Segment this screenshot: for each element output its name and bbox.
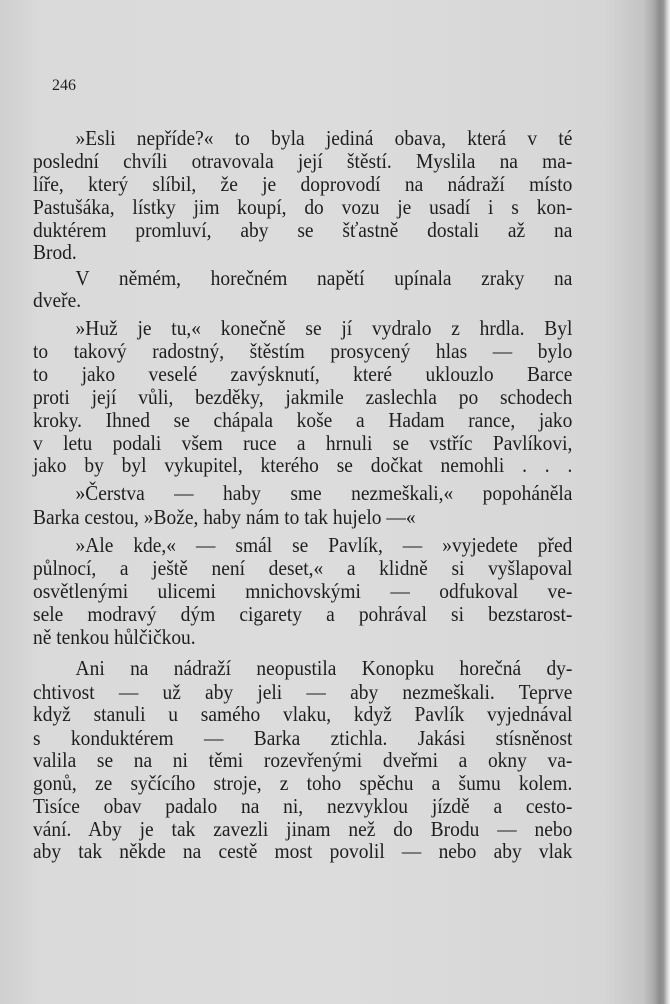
text-line: »Čerstva — haby sme nezmeškali,« popoháněla (75, 481, 573, 505)
text-line: aby tak někde na cestě most povolil — nebo aby vlak (33, 839, 573, 863)
text-line: Pastušáka, lístky jim koupí, do vozu je usadí i s kon- (33, 195, 573, 219)
text-line: duktérem promluví, aby se šťastně dostali až na (33, 218, 573, 242)
text-line: gonů, ze syčícího stroje, z toho spěchu a šumu kolem. (33, 771, 573, 795)
text-line: ně tenkou hůlčičkou. (33, 625, 196, 649)
text-line: když stanuli u samého vlaku, když Pavlík vyjednával (33, 702, 573, 726)
text-line: v letu podali všem ruce a hrnuli se vstříc Pavlíkovi, (33, 431, 573, 455)
text-line: vání. Aby je tak zavezli jinam než do Brodu — nebo (33, 817, 573, 841)
text-line: »Esli nepříde?« to byla jediná obava, která v té (75, 126, 573, 150)
text-line: osvětlenými ulicemi mnichovskými — odfukoval ve- (33, 579, 573, 603)
text-line: »Ale kde,« — smál se Pavlík, — »vyjedete před (75, 533, 573, 557)
text-line: to takový radostný, štěstím prosycený hlas — bylo (33, 339, 573, 363)
text-line: Barka cestou, »Bože, haby nám to tak hujelo —« (33, 505, 416, 529)
text-line: půlnocí, a ještě není deset,« a klidně si vyšlapoval (33, 556, 573, 580)
text-line: chtivost — už aby jeli — aby nezmeškali. Teprve (33, 680, 573, 704)
text-line: Ani na nádraží neopustila Konopku horečná dy- (75, 656, 573, 680)
text-line: »Huž je tu,« konečně se jí vydralo z hrdla. Byl (75, 316, 573, 340)
text-line: dveře. (33, 288, 82, 312)
page-number: 246 (52, 77, 76, 94)
page-edge-shadow (654, 0, 670, 1004)
text-line: Brod. (33, 240, 77, 264)
text-line: proti její vůli, bezděky, jakmile zaslechla po schodech (33, 385, 573, 409)
text-line: Tisíce obav padalo na ni, nezvyklou jízdě a cesto- (33, 794, 573, 818)
text-line: kroky. Ihned se chápala koše a Hadam rance, jako (33, 408, 573, 432)
text-line: sele modravý dým cigarety a pohrával si bezstarost- (33, 602, 573, 626)
text-line: to jako veselé zavýsknutí, které uklouzlo Barce (33, 362, 573, 386)
text-line: valila se na ni těmi rozevřenými dveřmi a okny va- (33, 748, 573, 772)
text-line: s konduktérem — Barka ztichla. Jakási stísněnost (33, 726, 573, 750)
text-line: V němém, horečném napětí upínala zraky na (75, 266, 573, 290)
text-line: jako by byl vykupitel, kterého se dočkat nemohli . . . (33, 453, 573, 477)
text-line: líře, který slíbil, že je doprovodí na nádraží místo (33, 172, 573, 196)
text-line: poslední chvíli otravovala její štěstí. Myslila na ma- (33, 149, 573, 173)
